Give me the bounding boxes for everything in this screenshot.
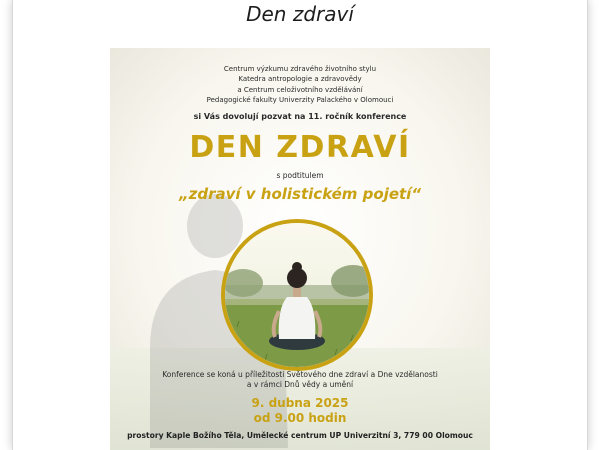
event-title: DEN ZDRAVÍ: [189, 130, 411, 165]
event-time: od 9.00 hodin: [253, 411, 347, 425]
date-block: [110, 396, 490, 426]
subtitle-label: s podtitulem: [276, 171, 324, 180]
organizer-line: a Centrum celoživotního vzdělávání: [237, 85, 363, 94]
organizer-line: Pedagogické fakulty Univerzity Palackého v Olomouci: [206, 96, 394, 105]
organizer-line: Centrum výzkumu zdravého životního stylu: [223, 65, 377, 73]
event-date: 9. dubna 2025: [251, 396, 349, 410]
organizer-line: Katedra antropologie a zdravovědy: [238, 75, 362, 84]
invite-text: si Vás dovolují pozvat na 11. ročník konference: [193, 112, 407, 121]
event-subtitle: „zdraví v holistickém pojetí“: [179, 185, 421, 203]
event-venue: prostory Kaple Božího Těla, Umělecké centrum UP Univerzitní 3, 779 00 Olomouc: [127, 431, 473, 440]
page-title: Den zdraví: [246, 2, 354, 26]
info-line: Konference se koná u příležitosti Světového dne zdraví a Dne vzdělanosti: [162, 370, 438, 379]
event-poster: [110, 48, 490, 450]
info-line: a v rámci Dnů vědy a umění: [246, 380, 354, 389]
meditation-photo: [225, 223, 369, 367]
info-block: [110, 370, 490, 390]
organizer-block: [110, 64, 490, 106]
